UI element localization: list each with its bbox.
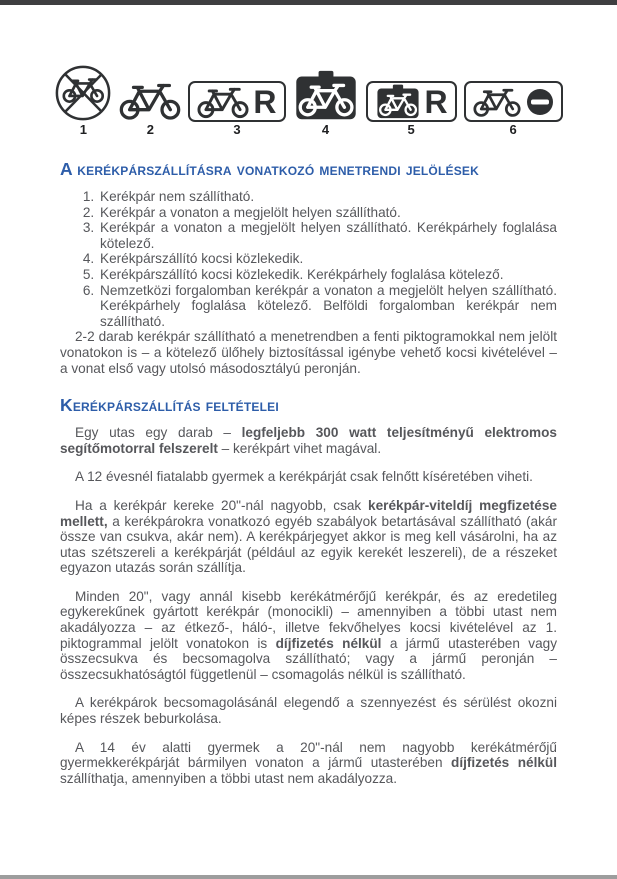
pictogram-number: 3 (233, 122, 241, 137)
section-title-transport-conditions: Kerékpárszállítás feltételei (60, 395, 279, 416)
paragraph: Ha a kerékpár kereke 20"-nál nagyobb, csak kerékpár-viteldíj megfizetése mellett, a kerékpárokra vonatkozó egyéb szabályok betartásával szállítható (akár össze van csukva, akár nem). A kerékpárjegyet akkor is meg kell vásárolni, ha az utas szétszereli a kerékpárját (például az egyik kerekét leszereli), de a részeket egyazon utazás során szállítja. (60, 497, 557, 576)
pictogram-row (60, 72, 557, 136)
pictogram-number: 4 (321, 122, 330, 137)
paragraph: 2-2 darab kerékpár szállítható a menetrendben a fenti piktogramokkal nem jelölt vonatokon is – a kötelező ülőhely biztosítással igénybe vehető kocsi kivételével – a vonat első vagy utolsó másodosztályú peronján. (60, 329, 557, 376)
list-item: 4. Kerékpárszállító kocsi közlekedik. (98, 251, 557, 267)
bike-icon (119, 78, 181, 122)
list-item: 3. Kerékpár a vonaton a megjelölt helyen szállítható. Kerékpárhely foglalása kötelező. (98, 220, 557, 251)
pictogram-number: 2 (146, 122, 154, 137)
no-entry-sign (526, 88, 554, 116)
pictogram-number: 1 (79, 122, 87, 137)
reservation-r-label: R (253, 83, 277, 120)
paragraph: Minden 20", vagy annál kisebb kerékátmérőjű kerékpár, és az eredetileg egykerekűnek gyártott kerékpár (monocikli) – amennyiben a többi utast nem akadályozza – az étkező-, háló-, illetve fekvőhelyes kocsi kivételével az 1. piktogrammal jelölt vonatokon is díjfizetés nélkül a jármű utasterében vagy összecsukva és becsomagolva szállítható; vagy a jármű peronján – összecsukhatóságtól függetlenül – csomagolás nélkül is szállítható. (60, 588, 558, 682)
pictogram-number: 6 (509, 122, 517, 137)
pictogram-3 (188, 81, 285, 136)
page-bottom-border (0, 875, 617, 879)
bike-wagon-reservation-icon (366, 81, 457, 122)
paragraph: A 14 év alatti gyermek a 20"-nál nem nagyobb kerékátmérőjű gyermekkerékpárját bármilyen vonaton a jármű utasterében díjfizetés nélkül szállíthatja, amennyiben a többi utast nem akadályozza. (60, 739, 557, 786)
section-title-timetable-symbols: A kerékpárszállításra vonatkozó menetrendi jelölések (60, 159, 479, 179)
pictogram-4 (293, 70, 359, 136)
bike-reservation-icon (188, 81, 285, 122)
reservation-r-label: R (424, 83, 448, 120)
list-item: 1. Kerékpár nem szállítható. (98, 189, 557, 205)
bike-no-entry-icon (464, 81, 563, 122)
page-top-border (0, 0, 617, 5)
pictogram-2 (119, 78, 181, 136)
paragraph: A kerékpárok becsomagolásánál elegendő a szennyezést és sérülést okozni képes részek beburkolása. (60, 695, 557, 727)
paragraph: A 12 évesnél fiatalabb gyermek a kerékpárját csak felnőtt kíséretében viheti. (75, 469, 533, 485)
list-item: 5. Kerékpárszállító kocsi közlekedik. Kerékpárhely foglalása kötelező. (98, 267, 557, 283)
pictogram-1 (54, 64, 112, 136)
symbol-meaning-list (60, 189, 557, 329)
pictogram-number: 5 (407, 122, 415, 137)
pictogram-5 (366, 81, 457, 136)
bike-prohibited-icon (54, 64, 112, 122)
bike-wagon-icon (293, 70, 359, 122)
list-item: 2. Kerékpár a vonaton a megjelölt helyen szállítható. (98, 205, 557, 221)
pictogram-6 (464, 81, 563, 136)
list-item: 6. Nemzetközi forgalomban kerékpár a vonaton a megjelölt helyen szállítható. Kerékpárhely foglalása kötelező. Belföldi forgalomban kerékpár nem szállítható. (98, 283, 557, 330)
paragraph: Egy utas egy darab – legfeljebb 300 watt teljesítményű elektromos segítőmotorral felszerelt – kerékpárt vihet magával. (60, 425, 557, 456)
